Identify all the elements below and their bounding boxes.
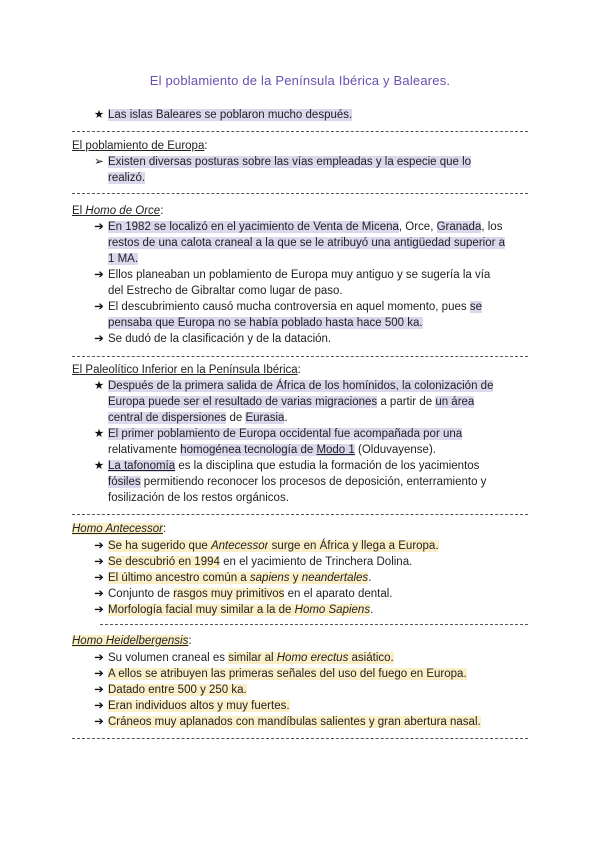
arrow-bullet-icon: ➔: [94, 572, 104, 584]
section-heading-europa: El poblamiento de Europa:: [72, 140, 208, 152]
arrow-bullet-icon: ➔: [94, 684, 104, 696]
arrow-bullet-icon: ➔: [94, 221, 104, 233]
text-line: Existen diversas posturas sobre las vías empleadas y la especie que lo: [108, 156, 472, 168]
section-heading-paleolitico: El Paleolítico Inferior en la Península Ibérica:: [72, 364, 301, 376]
text-line: En 1982 se localizó en el yacimiento de Venta de Micena, Orce, Granada, los: [108, 221, 503, 233]
text-line: Se descubrió en 1994 en el yacimiento de Trinchera Dolina.: [108, 556, 413, 568]
arrow-bullet-icon: ➔: [94, 588, 104, 600]
text-line: El primer poblamiento de Europa occidental fue acompañada por una: [108, 428, 463, 440]
star-bullet-icon: ★: [93, 428, 105, 440]
text-line: realizó.: [108, 172, 146, 184]
section-divider: [72, 193, 528, 194]
section-divider: [72, 514, 528, 515]
section-divider: [72, 356, 528, 357]
arrow-bullet-icon: ➔: [94, 540, 104, 552]
text-line: Se dudó de la clasificación y de la datación.: [108, 333, 332, 345]
arrow-bullet-icon: ➔: [94, 333, 104, 345]
arrow-bullet-icon: ➔: [94, 700, 104, 712]
text-line: fósiles permitiendo reconocer los procesos de deposición, enterramiento y: [108, 476, 487, 488]
section-heading-heidelbergensis: Homo Heidelbergensis:: [72, 635, 192, 647]
arrow-bullet-icon: ➔: [94, 668, 104, 680]
triangle-bullet-icon: ➢: [94, 156, 104, 168]
text-line: Eran individuos altos y muy fuertes.: [108, 700, 290, 712]
section-divider: [100, 624, 528, 625]
text-line: relativamente homogénea tecnología de Modo 1 (Olduvayense).: [108, 444, 436, 456]
star-bullet-icon: ★: [93, 460, 105, 472]
section-divider: [72, 738, 528, 739]
text-line: El descubrimiento causó mucha controversia en aquel momento, pues se: [108, 301, 482, 313]
text-line: fosilización de los restos orgánicos.: [108, 492, 289, 504]
section-divider: [72, 131, 528, 132]
arrow-bullet-icon: ➔: [94, 652, 104, 664]
text-line: El último ancestro común a sapiens y neandertales.: [108, 572, 372, 584]
arrow-bullet-icon: ➔: [94, 269, 104, 281]
arrow-bullet-icon: ➔: [94, 716, 104, 728]
text-line: Su volumen craneal es similar al Homo erectus asiático.: [108, 652, 394, 664]
text-line: La tafonomía es la disciplina que estudia la formación de los yacimientos: [108, 460, 480, 472]
document-title: El poblamiento de la Península Ibérica y Baleares.: [149, 73, 451, 88]
text-line: Morfología facial muy similar a la de Homo Sapiens.: [108, 604, 374, 616]
text-line: Ellos planeaban un poblamiento de Europa muy antiguo y se sugería la vía: [108, 269, 491, 281]
text-line: restos de una calota craneal a la que se le atribuyó una antigüedad superior a: [108, 237, 506, 249]
arrow-bullet-icon: ➔: [94, 556, 104, 568]
section-heading-orce: El Homo de Orce:: [72, 205, 164, 217]
arrow-bullet-icon: ➔: [94, 604, 104, 616]
intro-line: Las islas Baleares se poblaron mucho después.: [108, 109, 353, 121]
text-line: del Estrecho de Gibraltar como lugar de paso.: [108, 285, 343, 297]
section-heading-antecessor: Homo Antecessor:: [72, 523, 167, 535]
text-line: Se ha sugerido que Antecessor surge en África y llega a Europa.: [108, 540, 439, 552]
star-bullet-icon: ★: [93, 109, 105, 121]
text-line: Cráneos muy aplanados con mandíbulas salientes y gran abertura nasal.: [108, 716, 481, 728]
text-line: Después de la primera salida de África de los homínidos, la colonización de: [108, 380, 494, 392]
text-line: 1 MA.: [108, 253, 139, 265]
text-line: A ellos se atribuyen las primeras señales del uso del fuego en Europa.: [108, 668, 467, 680]
text-line: pensaba que Europa no se había poblado hasta hace 500 ka.: [108, 317, 423, 329]
text-line: central de dispersiones de Eurasia.: [108, 412, 288, 424]
arrow-bullet-icon: ➔: [94, 301, 104, 313]
star-bullet-icon: ★: [93, 380, 105, 392]
text-line: Conjunto de rasgos muy primitivos en el aparato dental.: [108, 588, 393, 600]
text-line: Europa puede ser el resultado de varias migraciones a partir de un área: [108, 396, 475, 408]
text-line: Datado entre 500 y 250 ka.: [108, 684, 247, 696]
